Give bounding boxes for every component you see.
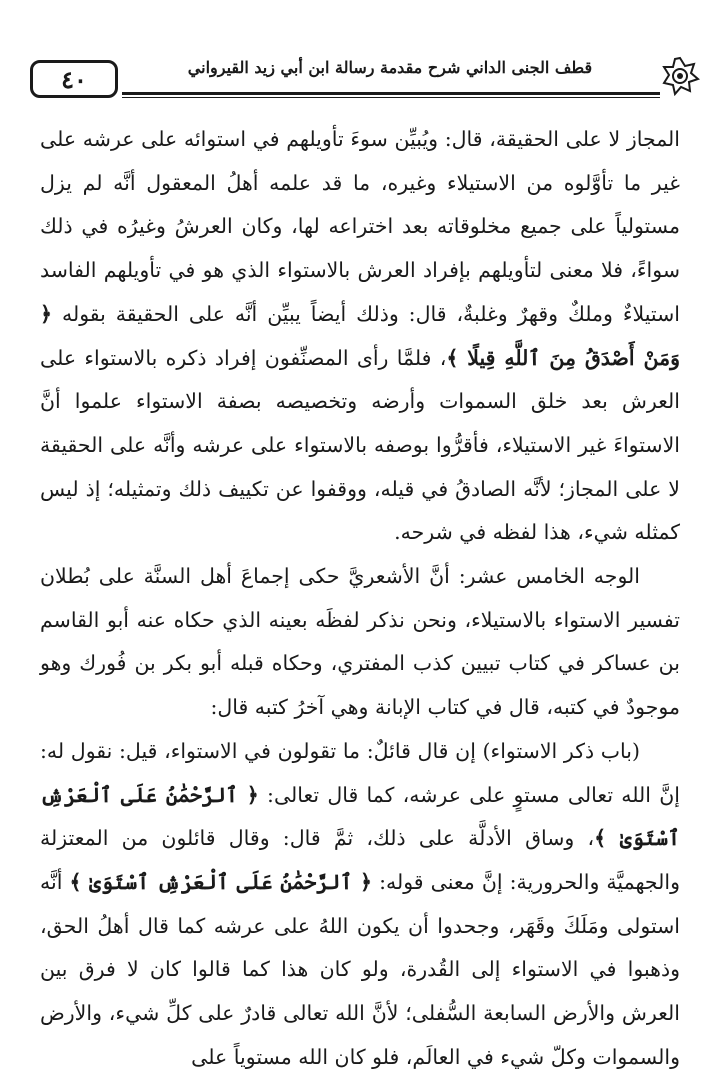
header-rule-thin [122, 97, 660, 98]
page-number: ٤٠ [61, 64, 87, 94]
paragraph-2-text: الوجه الخامس عشر: أنَّ الأشعريَّ حكى إجماعَ أهل السنَّة على بُطلان تفسير الاستواء بالاستيلاء، ونحن نذكر لفظَه بعينه الذي حكاه عنه أبو القاسم بن عساكر في كتاب تبيين كذب المفتري، وحكاه قبله أبو بكر بن فُورك وهو موجودٌ في كتبه، قال في كتاب الإبانة وهي آخرُ كتبه قال: [40, 564, 680, 720]
quran-verse-3: ﴿ ٱلرَّحْمَٰنُ عَلَى ٱلْعَرْشِ ٱسْتَوَىٰ ﴾ [69, 869, 373, 894]
running-title: قطف الجنى الداني شرح مقدمة رسالة ابن أبي زيد القيرواني [187, 58, 593, 77]
paragraph-3-text-b: ، وساق الأدلَّة على ذلك، ثمَّ قال: وقال قائلون من المعتزلة والجهميَّة والحرورية: إنَّ معنى قوله: [40, 826, 680, 894]
paragraph-2 [40, 555, 680, 730]
page-number-box [30, 60, 118, 98]
paragraph-3 [40, 730, 680, 1079]
main-text [40, 118, 680, 1079]
paragraph-1-text-a: المجاز لا على الحقيقة، قال: ويُبيِّن سوءَ تأويلهم في استوائه على عرشه على غير ما تأوَّلوه من الاستيلاء وغيره، ما قد علمه أهلُ المعقول أنَّه لم يزل مستولياً على جميع مخلوقاته بعد اختراعه لها، وكان العرشُ وغيرُه في ذلك سواءً، فلا معنى لتأويلهم بإفراد العرش بالاستواء الذي هو في تأويلهم الفاسد استيلاءٌ وملكٌ وقهرٌ وغلبةٌ، قال: وذلك أيضاً يبيِّن أنَّه على الحقيقة بقوله [40, 127, 680, 326]
page-header [30, 52, 700, 104]
paragraph-1 [40, 118, 680, 555]
paragraph-1-text-b: ، فلمَّا رأى المصنِّفون إفراد ذكره بالاستواء على العرش بعد خلق السموات وأرضه وتخصيصه بصفة الاستواء علموا أنَّ الاستواءَ غير الاستيلاء، فأقرُّوا بوصفه بالاستواء على عرشه وأنَّه على الحقيقة لا على المجاز؛ لأنَّه الصادقُ في قيله، ووقفوا عن تكييف ذلك وتمثيله؛ إذ ليس كمثله شيء، هذا لفظه في شرحه. [40, 345, 680, 545]
star-ornament-icon [660, 56, 700, 96]
paragraph-3-text-c: أنَّه استولى ومَلَكَ وقَهَر، وجحدوا أن يكون اللهُ على عرشه كما قال أهلُ الحق، وذهبوا في الاستواء إلى القُدرة، ولو كان هذا كما قالوا كان لا فرق بين العرش والأرض السابعة السُّفلى؛ لأنَّ الله تعالى قادرٌ على كلِّ شيء، والأرض والسموات وكلّ شيء في العالَم، فلو كان الله مستوياً على [40, 869, 680, 1069]
quran-verse-1: ﴿ وَمَنْ أَصْدَقُ مِنَ ٱللَّهِ قِيلًا ﴾ [40, 301, 680, 370]
header-rule [122, 92, 660, 95]
quran-verse-2: ﴿ ٱلرَّحْمَٰنُ عَلَى ٱلْعَرْشِ ٱسْتَوَىٰ ﴾ [40, 782, 680, 851]
paragraph-3-text-a: (باب ذكر الاستواء) إن قال قائلٌ: ما تقولون في الاستواء، قيل: نقول له: إنَّ الله تعالى مستوٍ على عرشه، كما قال تعالى: [40, 738, 680, 807]
